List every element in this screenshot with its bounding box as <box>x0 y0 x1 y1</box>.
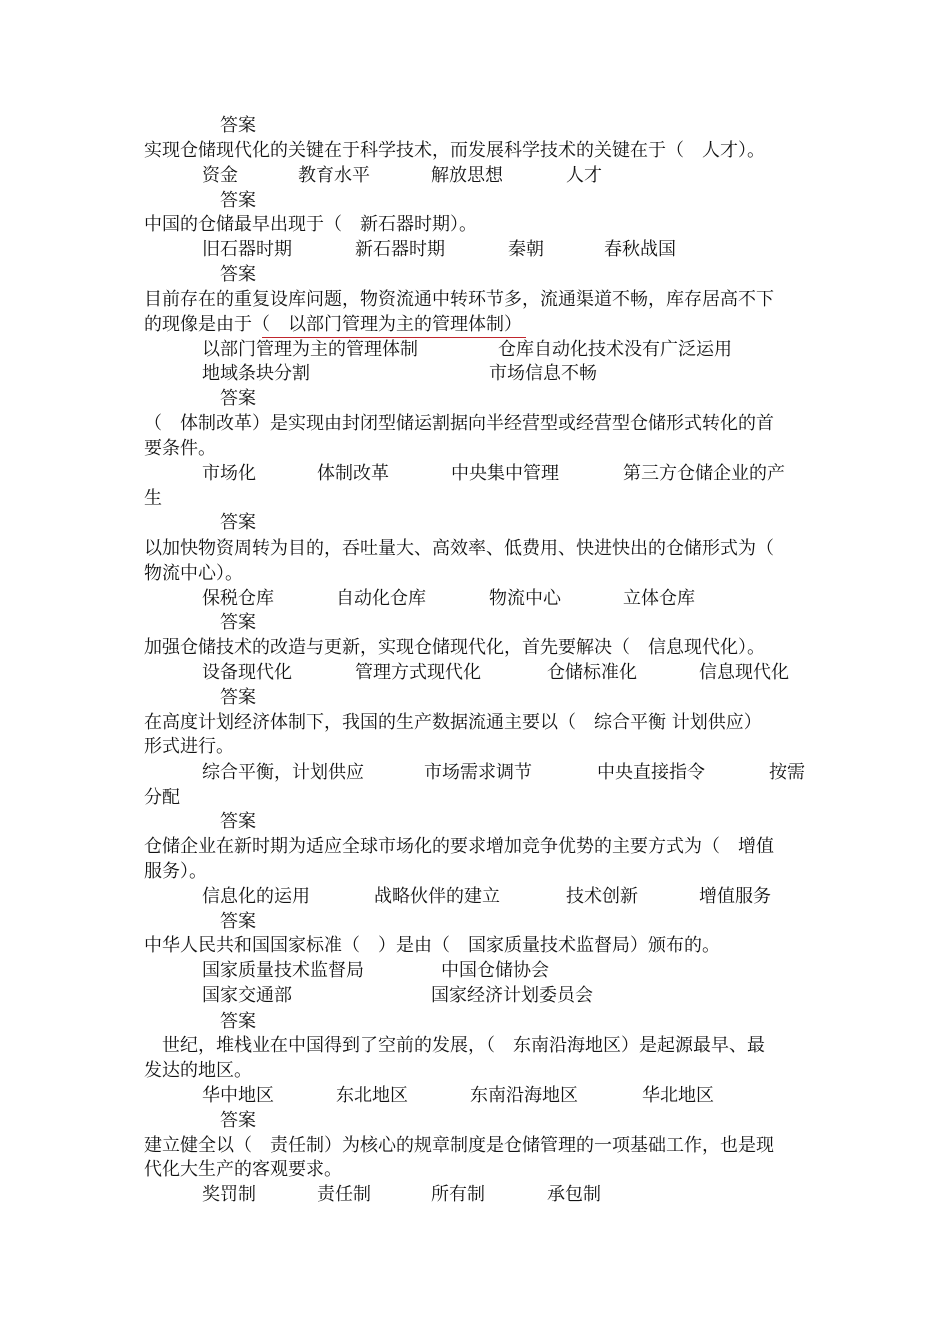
question-text: 世纪，堆栈业在中国得到了空前的发展，（ 东南沿海地区）是起源最早、最 <box>144 1035 765 1056</box>
question-text: 要条件。 <box>144 438 216 459</box>
option: 人才 <box>566 165 602 186</box>
option-wrap: 生 <box>144 488 162 509</box>
question-text: 目前存在的重复设库问题，物资流通中转环节多，流通渠道不畅，库存居高不下 <box>144 289 774 310</box>
answer-label: 答案 <box>220 264 256 285</box>
option: 保税仓库 <box>202 588 274 609</box>
option: 旧石器时期 <box>202 239 292 260</box>
option: 按需 <box>769 762 805 783</box>
question-text: （ 体制改革）是实现由封闭型储运割据向半经营型或经营型仓储形式转化的首 <box>144 413 774 434</box>
question-text: 实现仓储现代化的关键在于科学技术，而发展科学技术的关键在于（ 人才）。 <box>144 140 765 161</box>
option: 市场化 <box>202 463 256 484</box>
option: 奖罚制 <box>202 1184 256 1205</box>
option: 资金 <box>202 165 238 186</box>
option: 地域条块分割 <box>202 363 310 384</box>
question-text: 服务）。 <box>144 861 207 882</box>
option: 市场信息不畅 <box>489 363 597 384</box>
answer-label: 答案 <box>220 115 256 136</box>
question-text: 代化大生产的客观要求。 <box>144 1159 342 1180</box>
answer-label: 答案 <box>220 388 256 409</box>
option: 解放思想 <box>431 165 503 186</box>
answer-label: 答案 <box>220 1110 256 1131</box>
option: 技术创新 <box>566 886 638 907</box>
option: 中央集中管理 <box>451 463 559 484</box>
option: 国家交通部 <box>202 985 292 1006</box>
option: 承包制 <box>547 1184 601 1205</box>
option: 综合平衡，计划供应 <box>202 762 364 783</box>
option: 责任制 <box>317 1184 371 1205</box>
option: 春秋战国 <box>604 239 676 260</box>
option: 立体仓库 <box>623 588 695 609</box>
question-text: 建立健全以（ 责任制）为核心的规章制度是仓储管理的一项基础工作，也是现 <box>144 1135 774 1156</box>
answer-label: 答案 <box>220 190 256 211</box>
question-text: 仓储企业在新时期为适应全球市场化的要求增加竞争优势的主要方式为（ 增值 <box>144 836 774 857</box>
answer-label: 答案 <box>220 687 256 708</box>
option: 增值服务 <box>699 886 771 907</box>
question-text: 加强仓储技术的改造与更新，实现仓储现代化，首先要解决（ 信息现代化）。 <box>144 637 765 658</box>
option: 仓库自动化技术没有广泛运用 <box>498 339 732 360</box>
question-text: 发达的地区。 <box>144 1060 252 1081</box>
option: 战略伙伴的建立 <box>374 886 500 907</box>
question-text: 以加快物资周转为目的，吞吐量大、高效率、低费用、快进快出的仓储形式为（ <box>144 538 774 559</box>
option: 华北地区 <box>642 1085 714 1106</box>
answer-label: 答案 <box>220 911 256 932</box>
option: 设备现代化 <box>202 662 292 683</box>
answer-label: 答案 <box>220 612 256 633</box>
question-text: 物流中心）。 <box>144 563 243 584</box>
option: 东南沿海地区 <box>470 1085 578 1106</box>
option: 体制改革 <box>317 463 389 484</box>
option: 信息化的运用 <box>202 886 310 907</box>
option: 教育水平 <box>298 165 370 186</box>
answer-label: 答案 <box>220 512 256 533</box>
option: 物流中心 <box>489 588 561 609</box>
option: 自动化仓库 <box>336 588 426 609</box>
question-text: 中国的仓储最早出现于（ 新石器时期）。 <box>144 214 477 235</box>
question-text: 的现像是由于（ 以部门管理为主的管理体制） <box>144 314 522 335</box>
option: 以部门管理为主的管理体制 <box>202 339 418 360</box>
option: 仓储标准化 <box>547 662 637 683</box>
option: 中央直接指令 <box>597 762 705 783</box>
answer-label: 答案 <box>220 1011 256 1032</box>
option: 中国仓储协会 <box>441 960 549 981</box>
option: 市场需求调节 <box>424 762 532 783</box>
option-wrap: 分配 <box>144 787 180 808</box>
option: 第三方仓储企业的产 <box>623 463 785 484</box>
question-text: 在高度计划经济体制下，我国的生产数据流通主要以（ 综合平衡 计划供应） <box>144 712 762 733</box>
option: 管理方式现代化 <box>355 662 481 683</box>
option: 东北地区 <box>336 1085 408 1106</box>
option: 信息现代化 <box>699 662 789 683</box>
option: 所有制 <box>431 1184 485 1205</box>
question-text: 形式进行。 <box>144 736 234 757</box>
option: 秦朝 <box>508 239 544 260</box>
answer-label: 答案 <box>220 811 256 832</box>
question-text: 中华人民共和国国家标准（ ）是由（ 国家质量技术监督局）颁布的。 <box>144 935 720 956</box>
option: 新石器时期 <box>355 239 445 260</box>
option: 国家经济计划委员会 <box>431 985 593 1006</box>
option: 国家质量技术监督局 <box>202 960 364 981</box>
option: 华中地区 <box>202 1085 274 1106</box>
